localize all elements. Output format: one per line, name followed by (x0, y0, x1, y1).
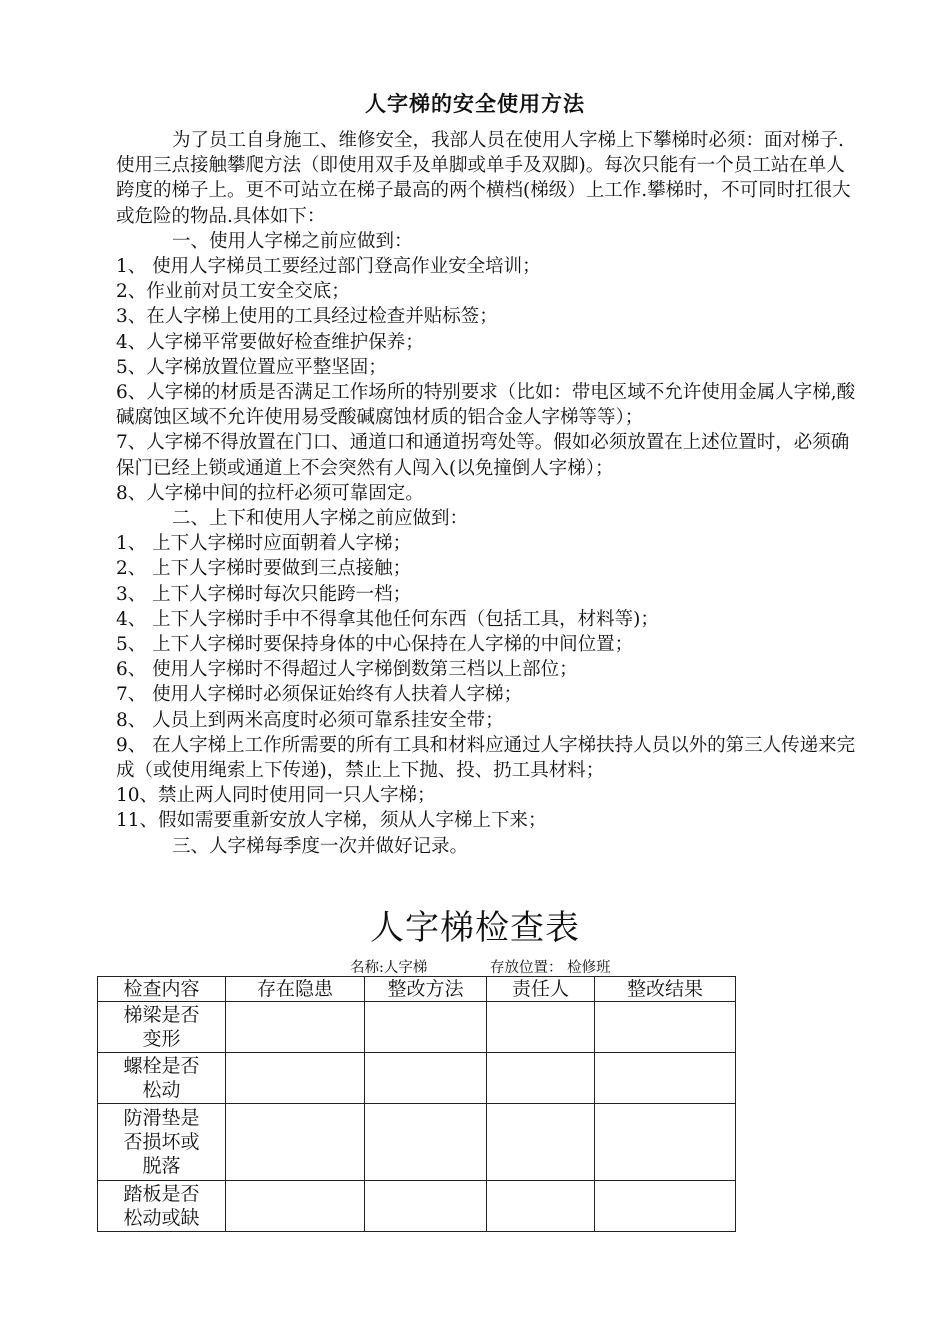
section2-item: 3、 上下人字梯时每次只能跨一档； (116, 583, 412, 605)
table-cell (595, 1181, 736, 1232)
section2-item: 2、 上下人字梯时要做到三点接触； (116, 558, 412, 580)
check-item-line: 否损坏或 (123, 1131, 200, 1153)
column-header-remedy: 整改方法 (365, 977, 487, 1002)
check-item-cell (98, 1002, 226, 1053)
table-cell (595, 1104, 736, 1181)
table-cell (226, 1002, 365, 1053)
section2-item: 1、 上下人字梯时应面朝着人字梯； (116, 533, 412, 555)
table-cell (487, 1181, 595, 1232)
table-cell (595, 1002, 736, 1053)
check-item-cell (98, 1104, 226, 1181)
table-cell (365, 1002, 487, 1053)
table-cell (487, 1053, 595, 1104)
table-cell (226, 1104, 365, 1181)
table-header-row (98, 977, 736, 1002)
section1-heading: 一、使用人字梯之前应做到： (172, 230, 413, 252)
section1-item: 6、人字梯的材质是否满足工作场所的特别要求（比如：带电区域不允许使用金属人字梯,酸碱腐蚀区域不允许使用易受酸碱腐蚀材质的铝合金人字梯等等）； (116, 382, 856, 429)
section3-heading: 三、人字梯每季度一次并做好记录。 (172, 835, 469, 857)
table-cell (595, 1053, 736, 1104)
column-header-hazard: 存在隐患 (226, 977, 365, 1002)
table-row (98, 1053, 736, 1104)
check-item-line: 脱落 (142, 1155, 181, 1177)
check-item-cell (98, 1053, 226, 1104)
check-item-cell (98, 1181, 226, 1232)
document-body (116, 128, 856, 859)
table-row (98, 1002, 736, 1053)
checklist-name-label: 名称:人字梯 (350, 960, 428, 976)
check-item-line: 松动 (142, 1079, 181, 1101)
table-cell (487, 1002, 595, 1053)
section2-item: 5、 上下人字梯时要保持身体的中心保持在人字梯的中间位置； (116, 634, 634, 656)
section2-item: 9、 在人字梯上工作所需要的所有工具和材料应通过人字梯扶持人员以外的第三人传递来完成（或使用绳索上下传递)，禁止上下抛、投、扔工具材料； (116, 734, 856, 782)
section1-item: 2、作业前对员工安全交底； (116, 281, 350, 303)
check-item-line: 螺栓是否 (123, 1055, 200, 1077)
inspection-table (97, 976, 736, 1232)
check-item-line: 变形 (142, 1028, 181, 1050)
table-cell (226, 1181, 365, 1232)
table-cell (365, 1181, 487, 1232)
section1-item: 8、人字梯中间的拉杆必须可靠固定。 (116, 482, 424, 504)
section1-item: 5、人字梯放置位置应平整坚固； (116, 356, 387, 378)
check-item-line: 松动或缺 (123, 1207, 200, 1229)
section1-item: 1、 使用人字梯员工要经过部门登高作业安全培训； (116, 256, 541, 278)
table-row (98, 1104, 736, 1181)
section1-item: 7、人字梯不得放置在门口、通道口和通道拐弯处等。假如必须放置在上述位置时，必须确保门已经上锁或通道上不会突然有人闯入(以免撞倒人字梯）； (116, 432, 850, 479)
section1-item: 4、人字梯平常要做好检查维护保养； (116, 331, 424, 353)
section2-item: 11、假如需要重新安放人字梯，须从人字梯上下来； (116, 810, 547, 832)
table-cell (365, 1053, 487, 1104)
check-item-line: 踏板是否 (123, 1183, 200, 1205)
section2-item: 8、 人员上到两米高度时必须可靠系挂安全带； (116, 709, 504, 731)
document-title: 人字梯的安全使用方法 (365, 91, 585, 116)
table-cell (226, 1053, 365, 1104)
column-header-check-item: 检查内容 (98, 977, 226, 1002)
section2-item: 10、禁止两人同时使用同一只人字梯； (116, 785, 436, 807)
section2-heading: 二、上下和使用人字梯之前应做到： (172, 508, 469, 530)
table-cell (487, 1104, 595, 1181)
checklist-title: 人字梯检查表 (370, 908, 580, 948)
column-header-result: 整改结果 (595, 977, 736, 1002)
section1-item: 3、在人字梯上使用的工具经过检查并贴标签； (116, 306, 498, 328)
column-header-responsible: 责任人 (487, 977, 595, 1002)
table-cell (365, 1104, 487, 1181)
check-item-line: 梯梁是否 (123, 1004, 200, 1026)
section2-item: 7、 使用人字梯时必须保证始终有人扶着人字梯； (116, 684, 523, 706)
table-row (98, 1181, 736, 1232)
checklist-location-label: 存放位置： 检修班 (490, 960, 611, 976)
check-item-line: 防滑垫是 (123, 1107, 200, 1129)
intro-paragraph: 为了员工自身施工、维修安全，我部人员在使用人字梯上下攀梯时必须：面对梯子. 使用三点接触攀爬方法（即使用双手及单脚或单手及双脚)。每次只能有一个员工站在单人跨度的梯子上。更不可站立在梯子最高的两个横档(梯级）上工作.攀梯时，不可同时扛很大或危险的物品.具体如下： (116, 130, 851, 227)
section2-item: 4、 上下人字梯时手中不得拿其他任何东西（包括工具，材料等)； (116, 608, 659, 630)
section2-item: 6、 使用人字梯时不得超过人字梯倒数第三档以上部位； (116, 659, 578, 681)
